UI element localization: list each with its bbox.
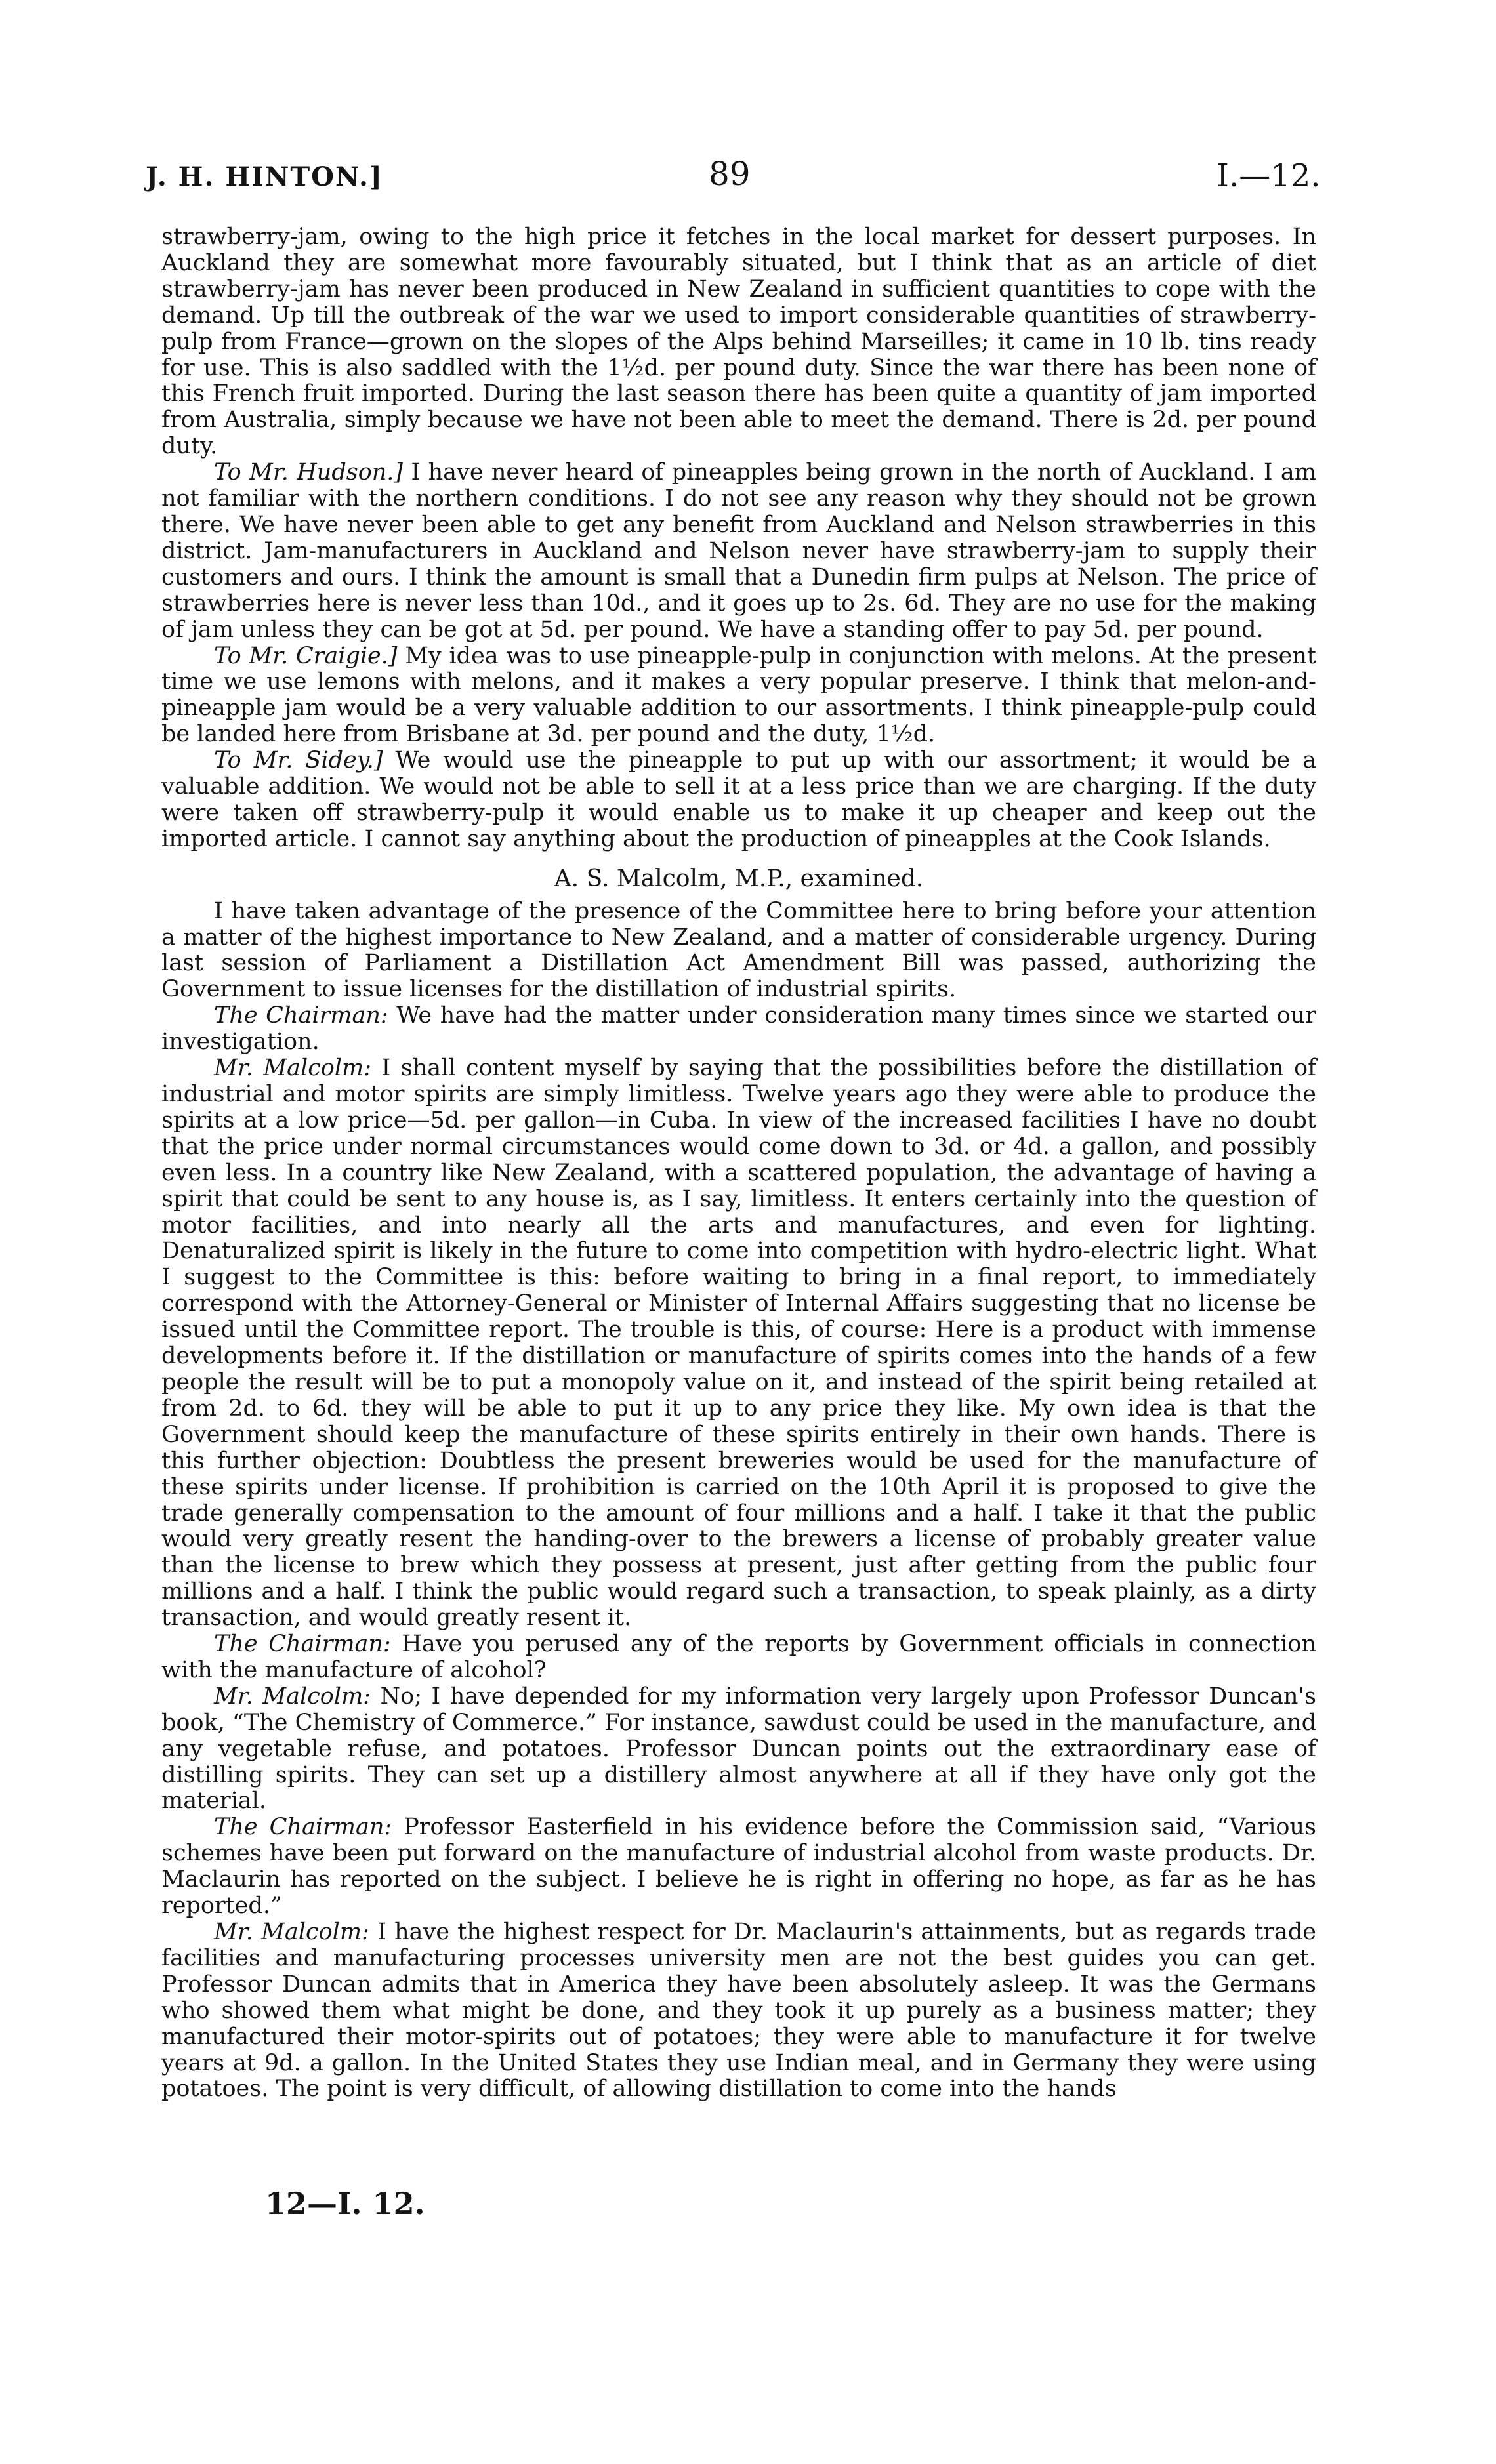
page-number: 89 <box>709 155 751 193</box>
document-reference: I.—12. <box>1216 157 1321 194</box>
paragraph <box>161 460 1316 643</box>
paragraph <box>161 644 1316 749</box>
paragraph <box>161 1920 1316 2103</box>
paragraph-lead: The Chairman: <box>214 1814 392 1841</box>
running-header-author: J. H. HINTON.] <box>146 161 383 192</box>
paragraph-lead: Mr. Malcolm: <box>214 1683 371 1710</box>
paragraph-text: I shall content myself by saying that the possibilities before the distillation of industrial and motor spirits are simply limitless. Twelve years ago they were able to produce the spirits at a low price—5d. per gallon—in Cuba. In view of the increased facilities I have no doubt that the price under normal circumstances would come down to 3d. or 4d. a gallon, and possibly even less. In a country like New Zealand, with a scattered population, the advantage of having a spirit that could be sent to any house is, as I say, limitless. It enters certainly into the question of motor facilities, and into nearly all the arts and manufactures, and even for lighting. Denaturalized spirit is likely in the future to come into competition with hydro-electric light. What I suggest to the Committee is this: before waiting to bring in a final report, to immediately correspond with the Attorney-General or Minister of Internal Affairs suggesting that no license be issued until the Committee report. The trouble is this, of course: Here is a product with immense developments before it. If the distillation or manufacture of spirits comes into the hands of a few people the result will be to put a monopoly value on it, and instead of the spirit being retailed at from 2d. to 6d. they will be able to put it up to any price they like. My own idea is that the Government should keep the manufacture of these spirits entirely in their own hands. There is this further objection: Doubtless the present breweries would be used for the manufacture of these spirits under license. If prohibition is carried on the 10th April it is proposed to give the trade generally compensation to the amount of four millions and a half. I take it that the public would very greatly resent the handing-over to the brewers a license of probably greater value than the license to brew which they possess at present, just after getting from the public four millions and a half. I think the public would regard such a transaction, to speak plainly, as a dirty transaction, and would greatly resent it. <box>161 1055 1316 1632</box>
paragraph <box>161 1056 1316 1632</box>
paragraph-text: I have taken advantage of the presence of the Committee here to bring before your attention a matter of the highest importance to New Zealand, and a matter of considerable urgency. During last session of Parliament a Distillation Act Amendment Bill was passed, authorizing the Government to issue licenses for the distillation of industrial spirits. <box>161 897 1316 1003</box>
paragraph-lead: Mr. Malcolm: <box>214 1055 372 1082</box>
body-text <box>161 224 1316 2103</box>
paragraph-text: We have had the matter under consideration many times since we started our investigation. <box>161 1002 1316 1056</box>
paragraph-text: We would use the pineapple to put up with our assortment; it would be a valuable addition. We would not be able to sell it at a less price than we are charging. If the duty were taken off strawberry-pulp it would enable us to make it up cheaper and keep out the imported article. I cannot say anything about the production of pineapples at the Cook Islands. <box>161 747 1316 852</box>
paragraph-lead: To Mr. Sidey.] <box>214 747 383 774</box>
paragraph-lead: The Chairman: <box>214 1002 388 1029</box>
paragraph <box>161 748 1316 853</box>
paragraph <box>161 224 1316 460</box>
section-heading: A. S. Malcolm, M.P., examined. <box>554 865 924 892</box>
paragraph <box>161 1684 1316 1815</box>
paragraph-lead: The Chairman: <box>214 1631 391 1658</box>
paragraph-lead: To Mr. Craigie.] <box>214 642 398 669</box>
paragraph-text: No; I have depended for my information very largely upon Professor Duncan's book, “The Chemistry of Commerce.” For instance, sawdust could be used in the manufacture, and any vegetable refuse, and potatoes. Professor Duncan points out the extraordinary ease of distilling spirits. They can set up a distillery almost anywhere at all if they have only got the material. <box>161 1683 1316 1815</box>
paragraph <box>161 1003 1316 1056</box>
paragraph-lead: Mr. Malcolm: <box>214 1919 369 1945</box>
printer-signature-mark: 12—I. 12. <box>265 2186 425 2221</box>
paragraph-text: My idea was to use pineapple-pulp in conjunction with melons. At the present time we use lemons with melons, and it makes a very popular preserve. I think that melon-and-pineapple jam would be a very valuable addition to our assortments. I think pineapple-pulp could be landed here from Brisbane at 3d. per pound and the duty, 1½d. <box>161 642 1316 748</box>
paragraph <box>161 1815 1316 1920</box>
paragraph <box>161 1632 1316 1684</box>
paragraph-text: strawberry-jam, owing to the high price it fetches in the local market for dessert purposes. In Auckland they are somewhat more favourably situated, but I think that as an article of diet strawberry-jam has never been produced in New Zealand in sufficient quantities to cope with the demand. Up till the outbreak of the war we used to import considerable quantities of strawberry-pulp from France—grown on the slopes of the Alps behind Marseilles; it came in 10 lb. tins ready for use. This is also saddled with the 1½d. per pound duty. Since the war there has been none of this French fruit imported. During the last season there has been quite a quantity of jam imported from Australia, simply because we have not been able to meet the demand. There is 2d. per pound duty. <box>161 224 1316 460</box>
paragraph <box>161 899 1316 1004</box>
paragraph-text: Have you perused any of the reports by Government officials in connection with the manufacture of alcohol? <box>161 1631 1317 1683</box>
paragraph-lead: To Mr. Hudson.] <box>214 459 404 486</box>
paragraph-text: I have the highest respect for Dr. Maclaurin's attainments, but as regards trade facilities and manufacturing processes university men are not the best guides you can get. Professor Duncan admits that in America they have been absolutely asleep. It was the Germans who showed them what might be done, and they took it up purely as a business matter; they manufactured their motor-spirits out of potatoes; they were able to manufacture it for twelve years at 9d. a gallon. In the United States they use Indian meal, and in Germany they were using potatoes. The point is very difficult, of allowing distillation to come into the hands <box>161 1919 1316 2103</box>
paragraph-text: Professor Easterfield in his evidence before the Commission said, “Various schemes have been put forward on the manufacture of industrial alcohol from waste products. Dr. Maclaurin has reported on the subject. I believe he is right in offering no hope, as far as he has reported.” <box>161 1814 1316 1920</box>
paragraph-text: I have never heard of pineapples being grown in the north of Auckland. I am not familiar with the northern conditions. I do not see any reason why they should not be grown there. We have never been able to get any benefit from Auckland and Nelson strawberries in this district. Jam-manufacturers in Auckland and Nelson never have strawberry-jam to supply their customers and ours. I think the amount is small that a Dunedin firm pulps at Nelson. The price of strawberries here is never less than 10d., and it goes up to 2s. 6d. They are no use for the making of jam unless they can be got at 5d. per pound. We have a standing offer to pay 5d. per pound. <box>161 459 1316 643</box>
